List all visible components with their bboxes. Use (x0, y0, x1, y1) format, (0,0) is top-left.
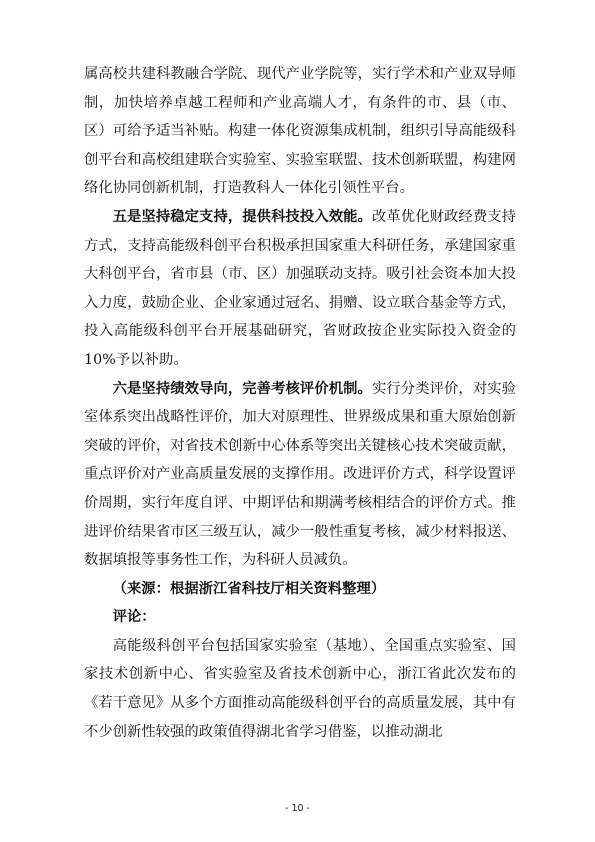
paragraph-lead: 五是坚持稳定支持，提供科技投入效能。 (112, 208, 372, 225)
paragraph-point-six (84, 375, 516, 575)
comment-label: 评论： (112, 609, 156, 626)
comment-paragraph: 高能级科创平台包括国家实验室（基地）、全国重点实验室、国家技术创新中心、省实验室及省技术创新中心，浙江省此次发布的《若干意见》从多个方面推动高能级科创平台的高质量发展，其中有不少创新性较强的政策值得湖北省学习借鉴，以推动湖北 (84, 637, 516, 740)
paragraph-point-five (84, 203, 516, 375)
paragraph-continued (84, 60, 516, 203)
paragraph-text: 实行分类评价，对实验室体系突出战略性评价，加大对原理性、世界级成果和重大原始创新突破的评价，对省技术创新中心体系等突出关键核心技术突破贡献，重点评价对产业高质量发展的支撑作用。改进评价方式，科学设置评价周期，实行年度自评、中期评估和期满考核相结合的评价方式。推进评价结果省市区三级互认，减少一般性重复考核，减少材料报送、数据填报等事务性工作，为科研人员减负。 (84, 380, 516, 569)
paragraph-lead: 六是坚持绩效导向，完善考核评价机制。 (112, 380, 372, 397)
document-body (84, 60, 516, 746)
page-number: - 10 - (285, 803, 310, 814)
paragraph-text: 改革优化财政经费支持方式，支持高能级科创平台积极承担国家重大科研任务，承建国家重大科创平台，省市县（市、区）加强联动支持。吸引社会资本加大投入力度，鼓励企业、企业家通过冠名、捐赠、设立联合基金等方式，投入高能级科创平台开展基础研究，省财政按企业实际投入资金的10%予以补助。 (84, 208, 516, 368)
source-note: （来源：根据浙江省科技厅相关资料整理） (112, 580, 386, 597)
paragraph-text: 属高校共建科教融合学院、现代产业学院等，实行学术和产业双导师制，加快培养卓越工程师和产业高端人才，有条件的市、县（市、区）可给予适当补贴。构建一体化资源集成机制，组织引导高能级科创平台和高校组建联合实验室、实验室联盟、技术创新联盟，构建网络化协同创新机制，打造教科人一体化引领性平台。 (84, 66, 516, 197)
